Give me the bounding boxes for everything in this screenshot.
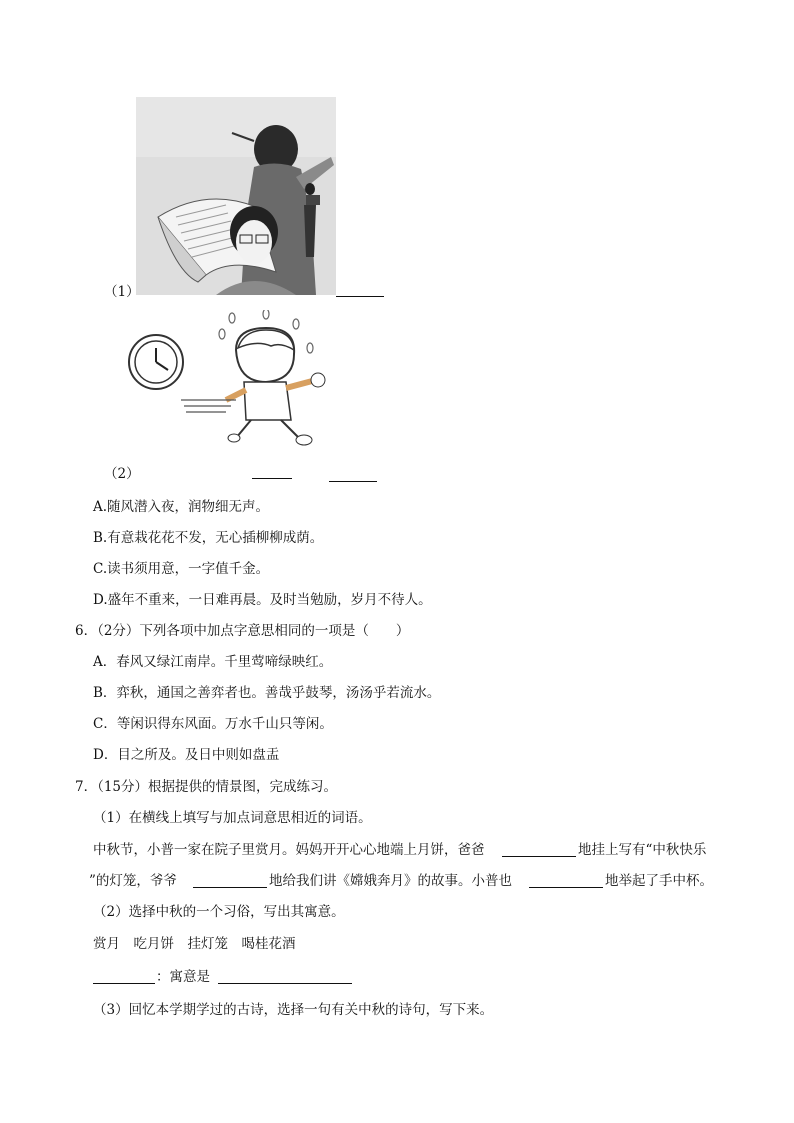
q5-option-a: A.随风潜入夜，润物细无声。: [93, 499, 270, 515]
q6-option-b: B．弈秋，通国之善弈者也。善哉乎鼓琴，汤汤乎若流水。: [93, 685, 441, 701]
q7-para1-part-a: 中秋节，小普一家在院子里赏月。妈妈开开心心地端上月饼，爸爸: [93, 842, 485, 858]
q6-option-d: D．目之所及。及日中则如盘盂: [93, 747, 280, 763]
q7-sub2: （2）选择中秋的一个习俗，写出其寓意。: [93, 904, 345, 920]
q7-sub3: （3）回忆本学期学过的古诗，选择一句有关中秋的诗句，写下来。: [93, 1002, 494, 1018]
answer-blank-dad[interactable]: [502, 856, 576, 857]
running-late-illustration: [126, 310, 336, 450]
answer-blank-3[interactable]: [329, 481, 377, 482]
q5-option-d: D.盛年不重来，一日难再晨。及时当勉励，岁月不待人。: [93, 592, 432, 608]
q7-sub1: （1）在横线上填写与加点词意思相近的词语。: [93, 810, 372, 826]
q7-para2-part-a: ”的灯笼，爷爷: [89, 873, 177, 889]
reading-illustration: [136, 97, 336, 295]
q7-customs-list: 赏月 吃月饼 挂灯笼 喝桂花酒: [93, 936, 296, 952]
answer-blank-grandpa[interactable]: [193, 887, 267, 888]
q5-item2-label: （2）: [104, 466, 140, 482]
q7-para2-part-b: 地给我们讲《嫦娥奔月》的故事。小普也: [269, 873, 512, 889]
q5-option-b: B.有意栽花花不发，无心插柳柳成荫。: [93, 530, 324, 546]
q5-item1-label: （1）: [104, 284, 140, 300]
q6-option-c: C．等闲识得东风面。万水千山只等闲。: [93, 716, 333, 732]
q6-option-a: A．春风又绿江南岸。千里莺啼绿映红。: [93, 654, 333, 670]
answer-blank-2[interactable]: [252, 478, 292, 479]
answer-blank-1[interactable]: [336, 296, 384, 297]
q7-para2-part-c: 地举起了手中杯。: [605, 873, 713, 889]
q6-stem: 6．（2分）下列各项中加点字意思相同的一项是（ ）: [75, 623, 410, 639]
q7-meaning-label: ：寓意是: [156, 969, 210, 985]
q5-option-c: C.读书须用意，一字值千金。: [93, 561, 270, 577]
q7-para1-part-b: 地挂上写有“中秋快乐: [578, 842, 707, 858]
q7-stem: 7．（15分）根据提供的情景图，完成练习。: [75, 779, 338, 795]
answer-blank-meaning[interactable]: [218, 983, 352, 984]
answer-blank-custom[interactable]: [93, 983, 155, 984]
answer-blank-xiaopu[interactable]: [529, 887, 603, 888]
